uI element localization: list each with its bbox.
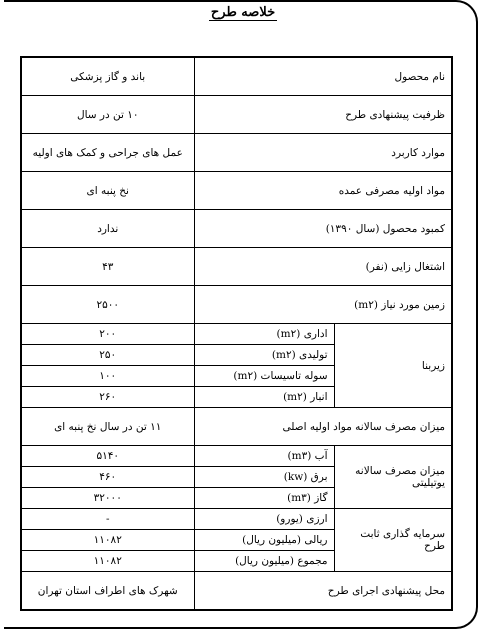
table-row: [21, 248, 452, 286]
table-row: [21, 324, 452, 345]
table-row: [21, 446, 452, 467]
table-row: [21, 210, 452, 248]
row-label: نام محصول: [194, 57, 452, 96]
table-row: [21, 172, 452, 210]
table-row: [21, 509, 452, 530]
row-label: موارد کاربرد: [194, 134, 452, 172]
row-label: محل پیشنهادی اجرای طرح: [194, 572, 452, 611]
row-value: ۲۵۰: [21, 345, 194, 366]
row-group-label: میزان مصرف سالانه یوتیلیتی: [334, 446, 452, 509]
row-sublabel: تولیدی (m۲): [194, 345, 334, 366]
table-row: [21, 572, 452, 611]
row-label: ظرفیت پیشنهادی طرح: [194, 96, 452, 134]
row-value: ۴۶۰: [21, 467, 194, 488]
row-value: ۱۱ تن در سال نخ پنبه ای: [21, 408, 194, 446]
row-value: عمل های جراحی و کمک های اولیه: [21, 134, 194, 172]
row-label: اشتغال زایی (نفر): [194, 248, 452, 286]
row-value: ۲۵۰۰: [21, 286, 194, 324]
table-row: [21, 57, 452, 96]
row-value: ندارد: [21, 210, 194, 248]
row-group-label: زیربنا: [334, 324, 452, 408]
row-value: ۲۰۰: [21, 324, 194, 345]
row-value: -: [21, 509, 194, 530]
row-sublabel: انبار (m۲): [194, 387, 334, 408]
row-value: ۱۰ تن در سال: [21, 96, 194, 134]
row-value: باند و گاز پزشکی: [21, 57, 194, 96]
summary-table: [20, 56, 453, 611]
page-title: خلاصه طرح: [210, 5, 276, 20]
table-row: [21, 96, 452, 134]
row-group-label: سرمایه گذاری ثابت طرح: [334, 509, 452, 572]
row-sublabel: گاز (m۳): [194, 488, 334, 509]
table-row: [21, 134, 452, 172]
row-sublabel: ریالی (میلیون ریال): [194, 530, 334, 551]
row-value: ۱۱۰۸۲: [21, 530, 194, 551]
row-sublabel: اداری (m۲): [194, 324, 334, 345]
row-sublabel: برق (kw): [194, 467, 334, 488]
table-row: [21, 286, 452, 324]
row-label: کمبود محصول (سال ۱۳۹۰): [194, 210, 452, 248]
row-label: مواد اولیه مصرفی عمده: [194, 172, 452, 210]
row-value: ۱۰۰: [21, 366, 194, 387]
row-sublabel: آب (m۳): [194, 446, 334, 467]
row-sublabel: سوله تاسیسات (m۲): [194, 366, 334, 387]
row-value: نخ پنبه ای: [21, 172, 194, 210]
table-row: [21, 408, 452, 446]
row-value: ۲۶۰: [21, 387, 194, 408]
row-value: شهرک های اطراف استان تهران: [21, 572, 194, 611]
row-value: ۱۱۰۸۲: [21, 551, 194, 572]
row-value: ۳۲۰۰۰: [21, 488, 194, 509]
row-sublabel: ارزی (یورو): [194, 509, 334, 530]
row-value: ۵۱۴۰: [21, 446, 194, 467]
row-label: زمین مورد نیاز (m۲): [194, 286, 452, 324]
row-label: میزان مصرف سالانه مواد اولیه اصلی: [194, 408, 452, 446]
row-value: ۴۳: [21, 248, 194, 286]
row-sublabel: مجموع (میلیون ریال): [194, 551, 334, 572]
